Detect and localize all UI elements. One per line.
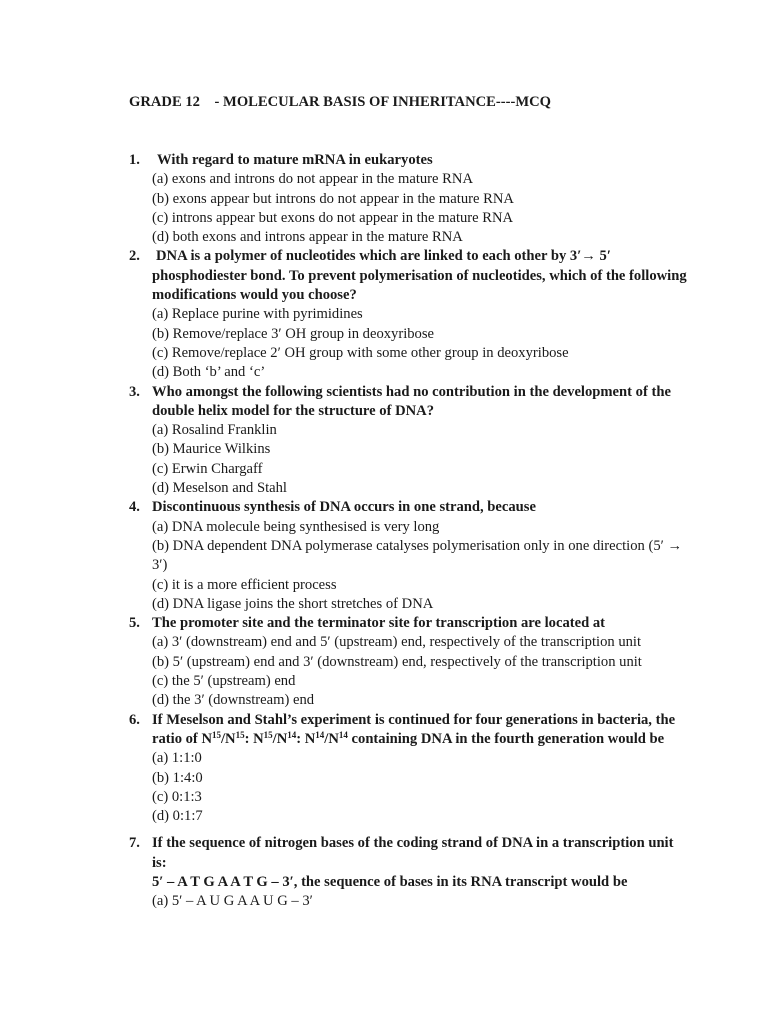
option-c: (c) 0:1:3: [152, 788, 202, 805]
question-number: 6.: [129, 711, 140, 728]
stem-text: : N: [244, 730, 264, 747]
question-number: 4.: [129, 499, 140, 516]
option-d: (d) the 3′ (downstream) end: [152, 692, 315, 709]
stem-text: containing DNA in the fourth generation would be: [347, 730, 665, 747]
page-title: GRADE 12 - MOLECULAR BASIS OF INHERITANCE----MCQ: [129, 94, 552, 110]
option-c: (c) Remove/replace 2′ OH group with some other group in deoxyribose: [152, 344, 569, 361]
option-b: (b) 5′ (upstream) end and 3′ (downstream) end, respectively of the transcription unit: [152, 653, 642, 670]
option-c: (c) introns appear but exons do not appear in the mature RNA: [152, 209, 514, 226]
question-3: [129, 383, 689, 499]
stem-text: : N: [296, 730, 316, 747]
option-b: (b) 1:4:0: [152, 769, 203, 786]
stem-text: If Meselson and Stahl’s experiment is continued for four generations in bacteria, the ratio of N: [152, 711, 676, 747]
option-d: (d) both exons and introns appear in the mature RNA: [152, 229, 463, 246]
option-a: (a) Replace purine with pyrimidines: [152, 306, 363, 323]
option-d: (d) Meselson and Stahl: [152, 480, 287, 497]
option-a: (a) 5′ – A U G A A U G – 3′: [152, 893, 313, 910]
question-stem: If the sequence of nitrogen bases of the coding strand of DNA in a transcription unit is:: [152, 835, 674, 871]
question-stem: The promoter site and the terminator site for transcription are located at: [152, 615, 606, 632]
option-d: (d) 0:1:7: [152, 808, 203, 825]
option-c: (c) Erwin Chargaff: [152, 460, 263, 477]
option-a: (a) 3′ (downstream) end and 5′ (upstream) end, respectively of the transcription unit: [152, 634, 642, 651]
isotope-superscript: 15: [263, 729, 273, 740]
option-a: (a) 1:1:0: [152, 750, 202, 767]
question-6: [129, 711, 689, 827]
option-c: (c) the 5′ (upstream) end: [152, 673, 296, 690]
isotope-superscript: 14: [338, 729, 348, 740]
stem-text: /N: [220, 730, 236, 747]
question-1: [129, 151, 689, 247]
isotope-superscript: 15: [235, 729, 245, 740]
option-b: (b) Remove/replace 3′ OH group in deoxyribose: [152, 325, 435, 342]
option-b: (b) Maurice Wilkins: [152, 441, 271, 458]
isotope-superscript: 14: [315, 729, 325, 740]
option-d: (d) Both ‘b’ and ‘c’: [152, 364, 266, 381]
question-stem: Who amongst the following scientists had no contribution in the development of the double helix model for the structure of DNA?: [152, 383, 671, 419]
isotope-superscript: 15: [211, 729, 221, 740]
question-number: 7.: [129, 835, 140, 852]
option-b: (b) DNA dependent DNA polymerase catalyses polymerisation only in one direction (5′ → 3′): [152, 537, 683, 574]
question-stem: [152, 711, 689, 750]
question-2: [129, 247, 689, 382]
question-5: [129, 614, 689, 710]
option-a: (a) Rosalind Franklin: [152, 422, 277, 439]
question-number: 2.: [129, 248, 140, 265]
question-stem: DNA is a polymer of nucleotides which are linked to each other by 3′→ 5′ phosphodiester bond. To prevent polymerisation of nucleotides, which of the following modifications would you choose?: [152, 248, 687, 304]
stem-text: /N: [324, 730, 339, 747]
question-number: 1.: [129, 152, 140, 168]
option-b: (b) exons appear but introns do not appear in the mature RNA: [152, 190, 514, 207]
question-4: [129, 498, 689, 614]
option-d: (d) DNA ligase joins the short stretches of DNA: [152, 595, 434, 612]
question-number: 5.: [129, 615, 140, 632]
question-list: [129, 151, 689, 912]
stem-text: /N: [272, 730, 288, 747]
question-number: 3.: [129, 383, 140, 400]
question-stem: With regard to mature mRNA in eukaryotes: [157, 152, 433, 168]
option-c: (c) it is a more efficient process: [152, 576, 337, 593]
isotope-superscript: 14: [287, 729, 297, 740]
question-7: [129, 834, 689, 911]
question-stem: Discontinuous synthesis of DNA occurs in one strand, because: [152, 499, 536, 516]
option-a: (a) DNA molecule being synthesised is very long: [152, 518, 440, 535]
option-a: (a) exons and introns do not appear in the mature RNA: [152, 171, 473, 188]
question-stem-sequence: 5′ – A T G A A T G – 3′, the sequence of bases in its RNA transcript would be: [152, 873, 628, 890]
spacer: [129, 826, 689, 834]
